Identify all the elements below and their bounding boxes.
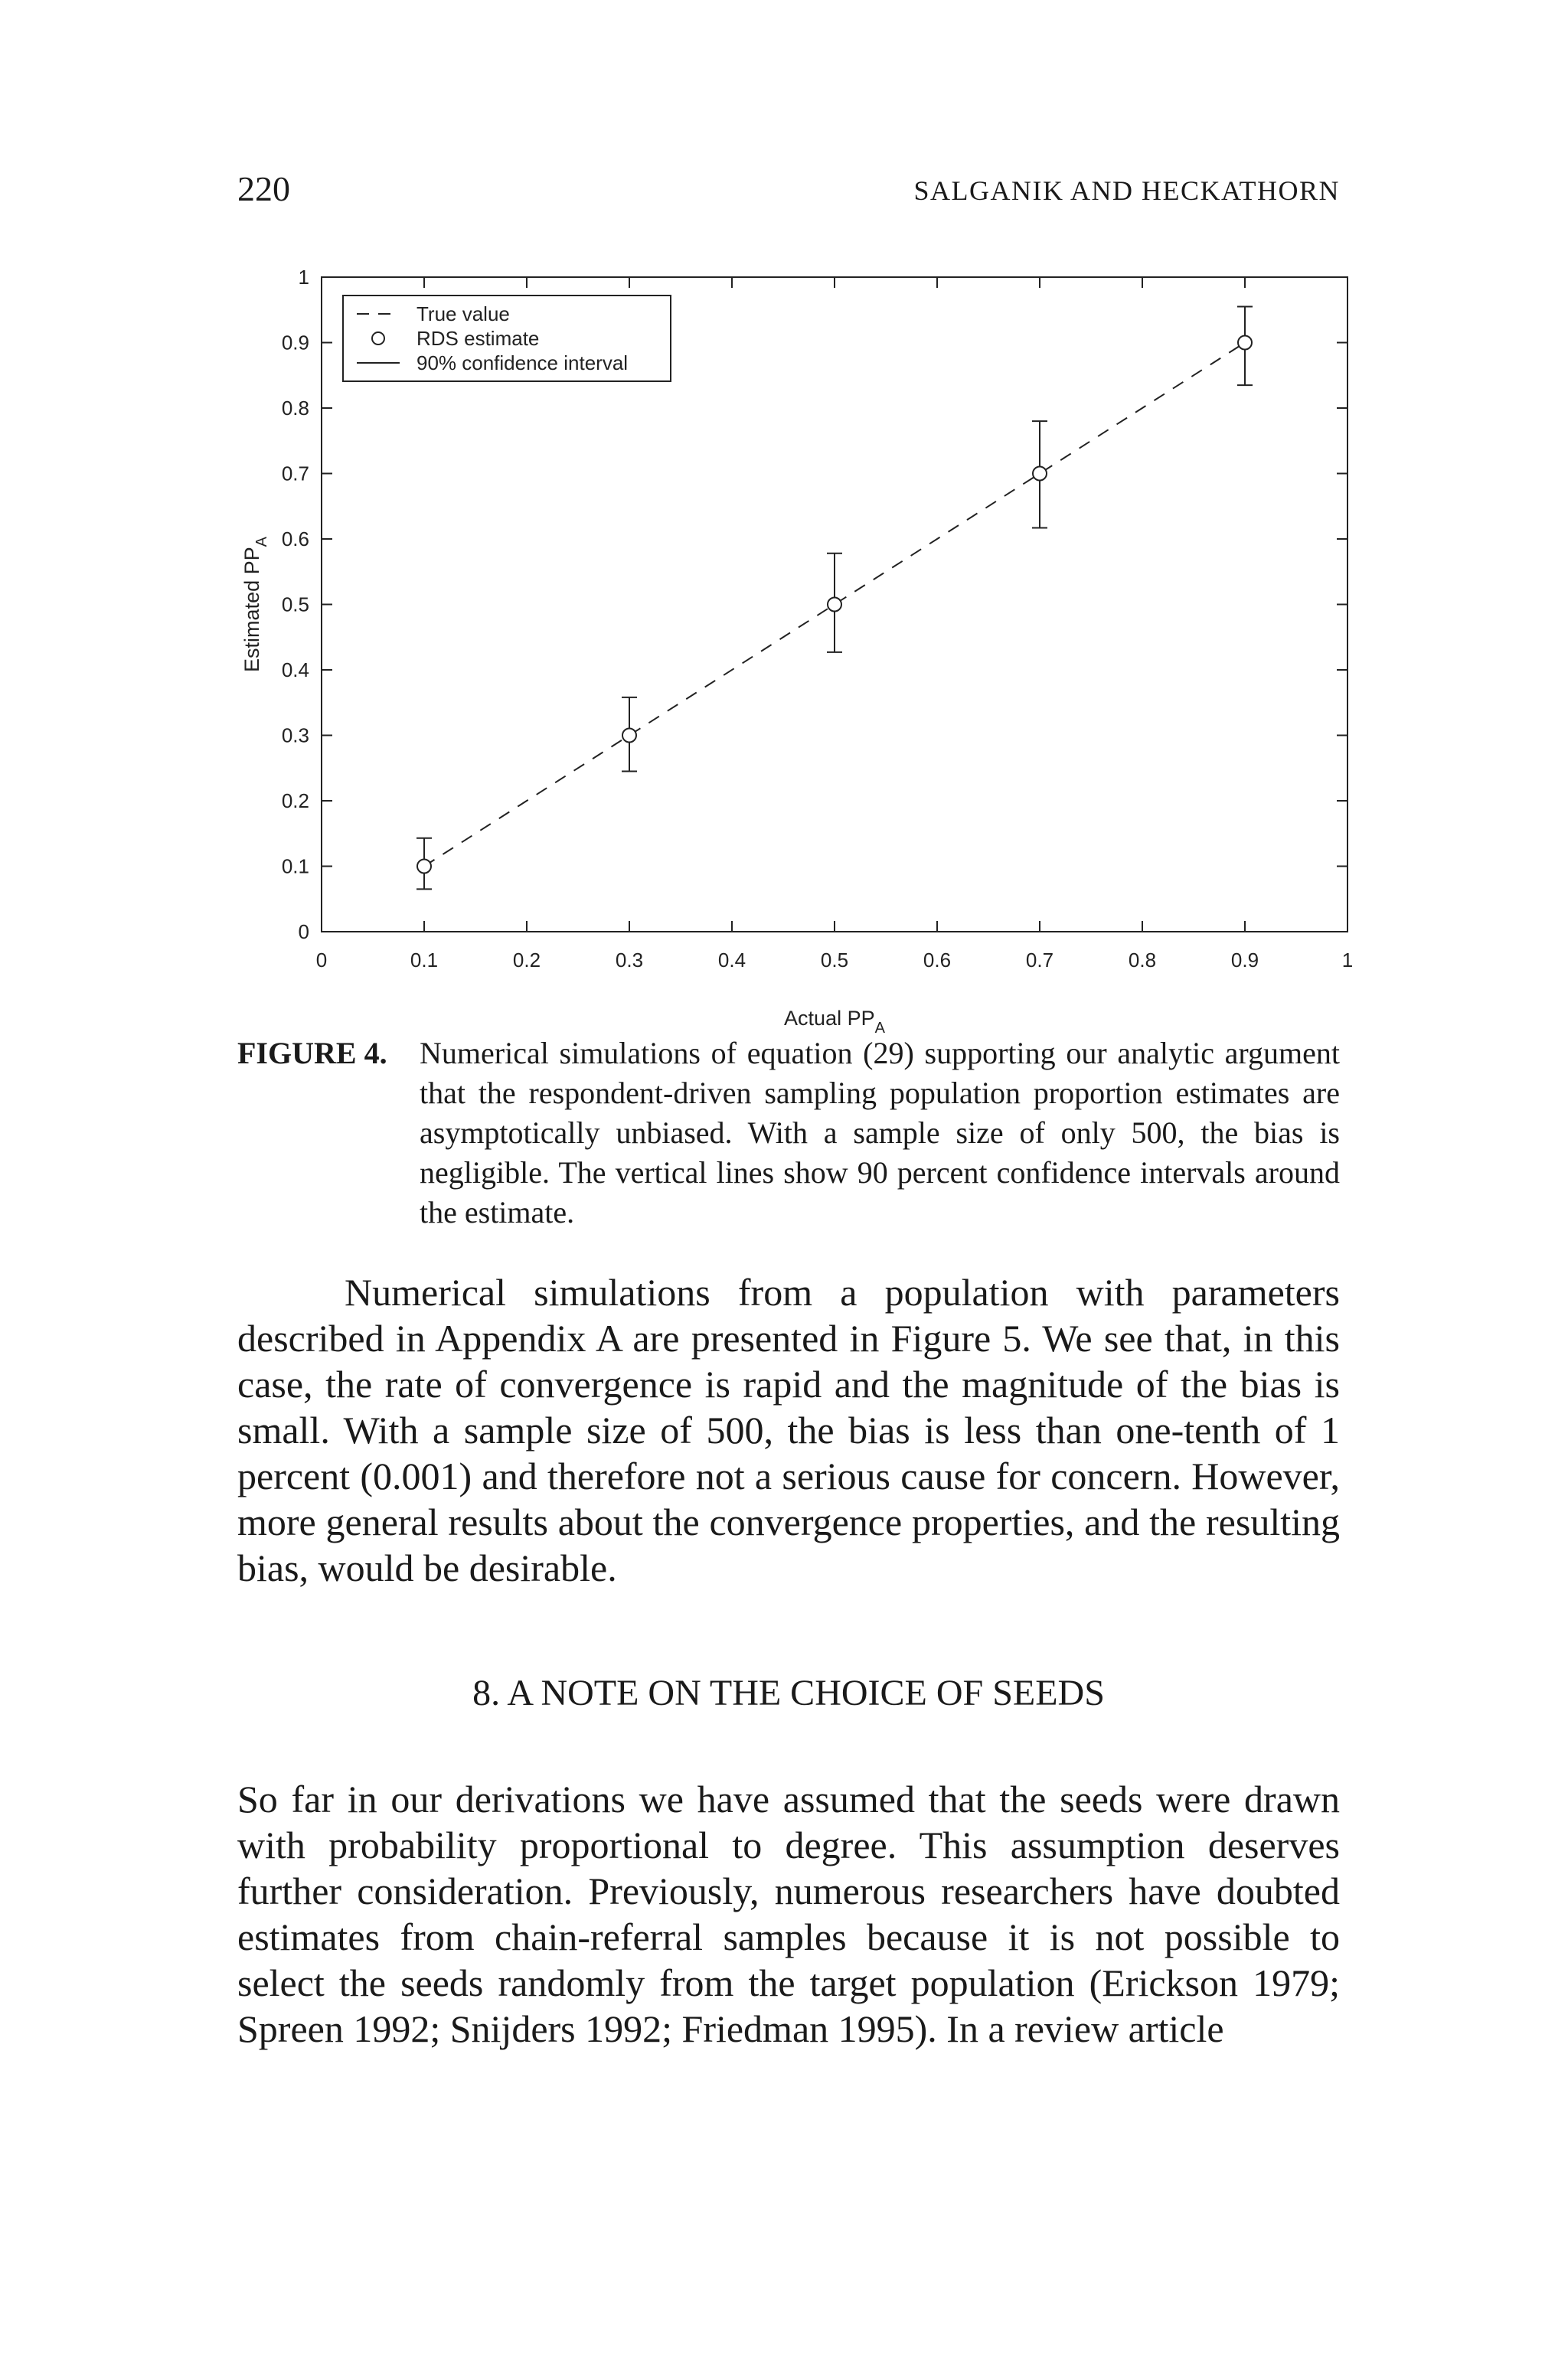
x-tick-label: 0 (315, 949, 328, 972)
legend (343, 296, 671, 381)
y-axis-label: Estimated $PP_A$ (240, 537, 270, 672)
y-tick-label: 0.5 (281, 593, 309, 616)
legend-marker-circle (372, 332, 384, 345)
body-paragraph-1: Numerical simulations from a population with parameters described in Appendix A are presented in Figure 5. We see that, in this case, the rate of convergence is rapid and the magnitude of the bias is small. With a sample size of 500, the bias is less than one-tenth of 1 percent (0.001) and therefore not a serious cause for concern. However, more general results about the convergence properties, and the resulting bias, would be desirable. (237, 1271, 1340, 1589)
running-head: SALGANIK AND HECKATHORN (913, 175, 1340, 206)
caption-text: Numerical simulations of equation (29) supporting our analytic argument that the respondent-driven sampling population proportion estimates are asymptotically unbiased. With a sample size of only 500, the bias is negligible. The vertical lines show 90 percent confidence intervals around the estimate. (420, 1036, 1340, 1229)
y-tick-label: 0.2 (281, 789, 309, 812)
y-tick-label: 0 (298, 920, 309, 943)
caption-label: FIGURE 4. (237, 1036, 387, 1070)
x-tick-label: 0.5 (820, 949, 849, 972)
page-header (237, 168, 1340, 214)
rds-estimate-point (1238, 336, 1252, 350)
x-axis-label: Actual $PP_A$ (784, 1007, 885, 1037)
rds-estimate-point (417, 860, 431, 874)
legend-label: RDS estimate (416, 327, 540, 350)
section-heading: 8. A NOTE ON THE CHOICE OF SEEDS (472, 1673, 1105, 1713)
x-tick-label: 0.1 (410, 949, 439, 972)
x-tick-label: 0.4 (717, 949, 746, 972)
y-tick-label: 0.9 (281, 331, 309, 354)
x-tick-label: 0.3 (615, 949, 644, 972)
y-tick-label: 0.3 (281, 723, 309, 747)
rds-estimate-point (1033, 467, 1047, 481)
y-tick-label: 0.4 (281, 658, 309, 681)
body-paragraph-2: So far in our derivations we have assumed that the seeds were drawn with probability proportional to degree. This assumption deserves further consideration. Previously, numerous researchers have doubted estimates from chain-referral samples because it is not possible to select the seeds randomly from the target population (Erickson 1979; Spreen 1992; Snijders 1992; Friedman 1995). In a review article (237, 1778, 1340, 2050)
y-tick-label: 0.6 (281, 527, 309, 550)
x-tick-label: 1 (1341, 949, 1354, 972)
x-tick-label: 0.6 (923, 949, 952, 972)
y-tick-label: 1 (298, 266, 309, 289)
legend-label: 90% confidence interval (416, 351, 629, 374)
legend-label: True value (416, 302, 510, 325)
x-tick-label: 0.2 (512, 949, 541, 972)
page-number: 220 (237, 169, 290, 208)
x-tick-label: 0.9 (1230, 949, 1259, 972)
x-tick-label: 0.7 (1025, 949, 1054, 972)
figure-4-chart (222, 260, 1370, 1037)
rds-estimate-point (828, 598, 841, 612)
rds-estimate-point (622, 729, 636, 743)
x-tick-label: 0.8 (1128, 949, 1157, 972)
y-tick-label: 0.7 (281, 462, 309, 485)
plot-area (240, 266, 1353, 1037)
y-tick-label: 0.1 (281, 854, 309, 878)
y-tick-label: 0.8 (281, 397, 309, 420)
